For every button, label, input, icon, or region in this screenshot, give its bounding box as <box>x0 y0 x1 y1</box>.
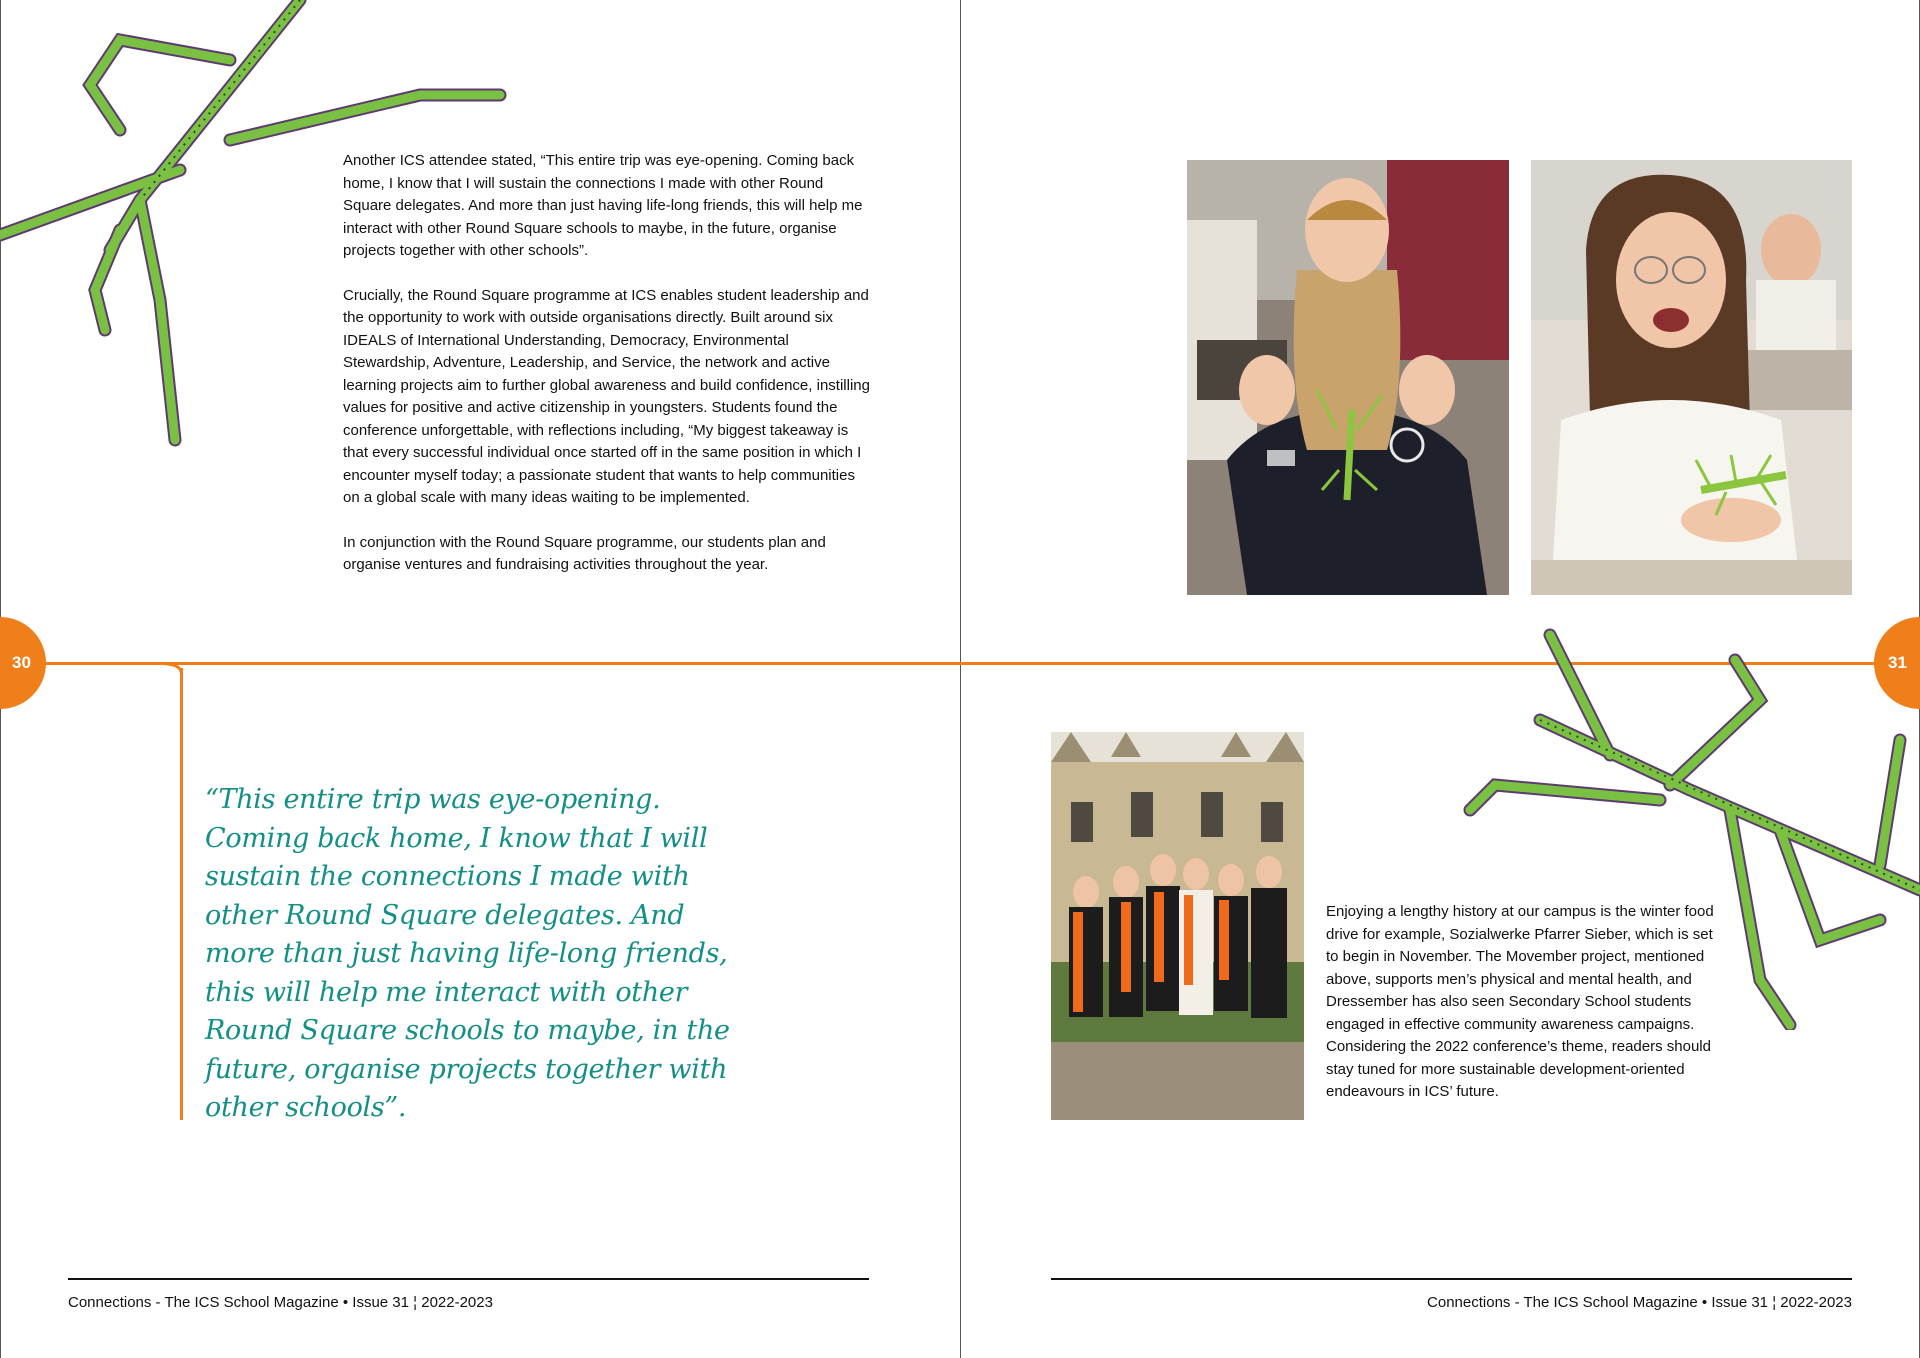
footer-rule-right <box>1051 1278 1852 1280</box>
footer-right: Connections - The ICS School Magazine • Issue 31 ¦ 2022-2023 <box>1427 1294 1852 1311</box>
left-article-body <box>343 150 870 599</box>
photo-student-holding-insect <box>1531 160 1852 595</box>
footer-rule-left <box>68 1278 869 1280</box>
left-paragraph-3: In conjunction with the Round Square programme, our students plan and organise ventures and fundraising activities throughout the year. <box>343 533 826 573</box>
right-article-body <box>1326 901 1716 1126</box>
photo-student-with-insect-on-hoodie <box>1187 160 1509 595</box>
page-number-right: 31 <box>1874 617 1920 709</box>
page-number-left: 30 <box>0 617 46 709</box>
right-paragraph: Enjoying a lengthy history at our campus is the winter food drive for example, Sozialwerke Pfarrer Sieber, which is set to begin in November. The Movember project, mentioned above, supports men’s physical and mental health, and Dressember has also seen Secondary School students engaged in effective community awareness campaigns. Considering the 2022 conference’s theme, readers should stay tuned for more sustainable development-oriented endeavours in ICS’ future. <box>1326 903 1714 1100</box>
quote-accent-bar <box>180 668 183 1120</box>
orange-divider-line <box>0 662 1920 665</box>
left-paragraph-2: Crucially, the Round Square programme at ICS enables student leadership and the opportunity to work with outside organisations directly. Built around six IDEALS of International Understanding, Democracy, Environmental Stewardship, Adventure, Leadership, and Service, the network and active learning projects aim to further global awareness and build confidence, instilling values for positive and active citizenship in youngsters. Students found the conference unforgettable, with reflections including, “My biggest takeaway is that every successful individual once started off in the same position in which I encounter myself today; a passionate student that wants to help communities on a global scale with many ideas waiting to be implemented. <box>343 286 870 506</box>
pull-quote: “This entire trip was eye-opening. Coming back home, I know that I will sustain the connections I made with other Round Square delegates. And more than just having life-long friends, this will help me interact with other Round Square schools to maybe, in the future, organise projects together with other schools”. <box>205 784 730 1123</box>
left-paragraph-1: Another ICS attendee stated, “This entire trip was eye-opening. Coming back home, I know that I will sustain the connections I made with other Round Square delegates. And more than just having life-long friends, this will help me interact with other Round Square schools to maybe, in the future, organise projects together with other schools”. <box>343 152 863 259</box>
footer-left: Connections - The ICS School Magazine • Issue 31 ¦ 2022-2023 <box>68 1294 493 1311</box>
photo-group-of-students <box>1051 732 1304 1120</box>
